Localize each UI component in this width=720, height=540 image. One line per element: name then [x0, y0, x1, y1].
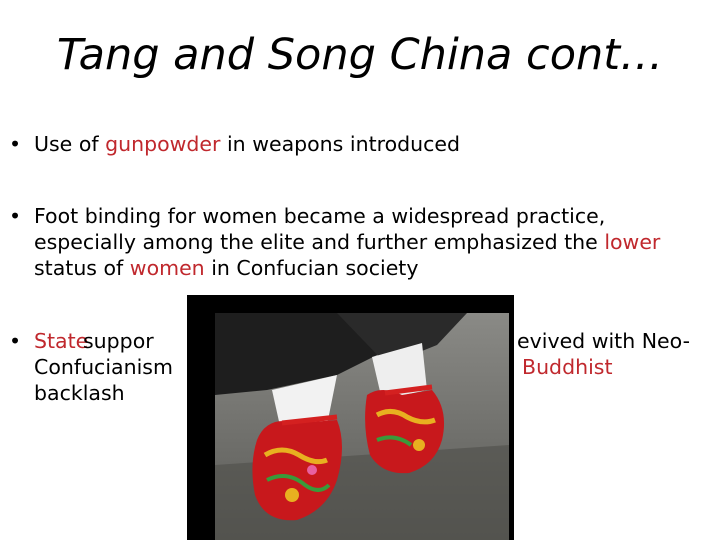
bullet-text: State suppor evived with Neo- Confucianism Buddhist backlash — [34, 329, 690, 405]
bullet-marker: • — [9, 132, 22, 156]
bullet-marker: • — [9, 204, 22, 228]
shoes-illustration — [187, 295, 514, 540]
bound-feet-shoes-photo — [187, 295, 514, 540]
bullet-gunpowder — [9, 131, 709, 157]
slide-title: Tang and Song China cont… — [56, 30, 664, 80]
bullet-text: Foot binding for women became a widespread practice, especially among the elite and further emphasized the lower status of women in Confucian society — [34, 204, 661, 280]
bullet-foot-binding — [9, 203, 709, 281]
bullet-marker: • — [9, 329, 22, 353]
bullet-text: Use of gunpowder in weapons introduced — [34, 132, 461, 156]
